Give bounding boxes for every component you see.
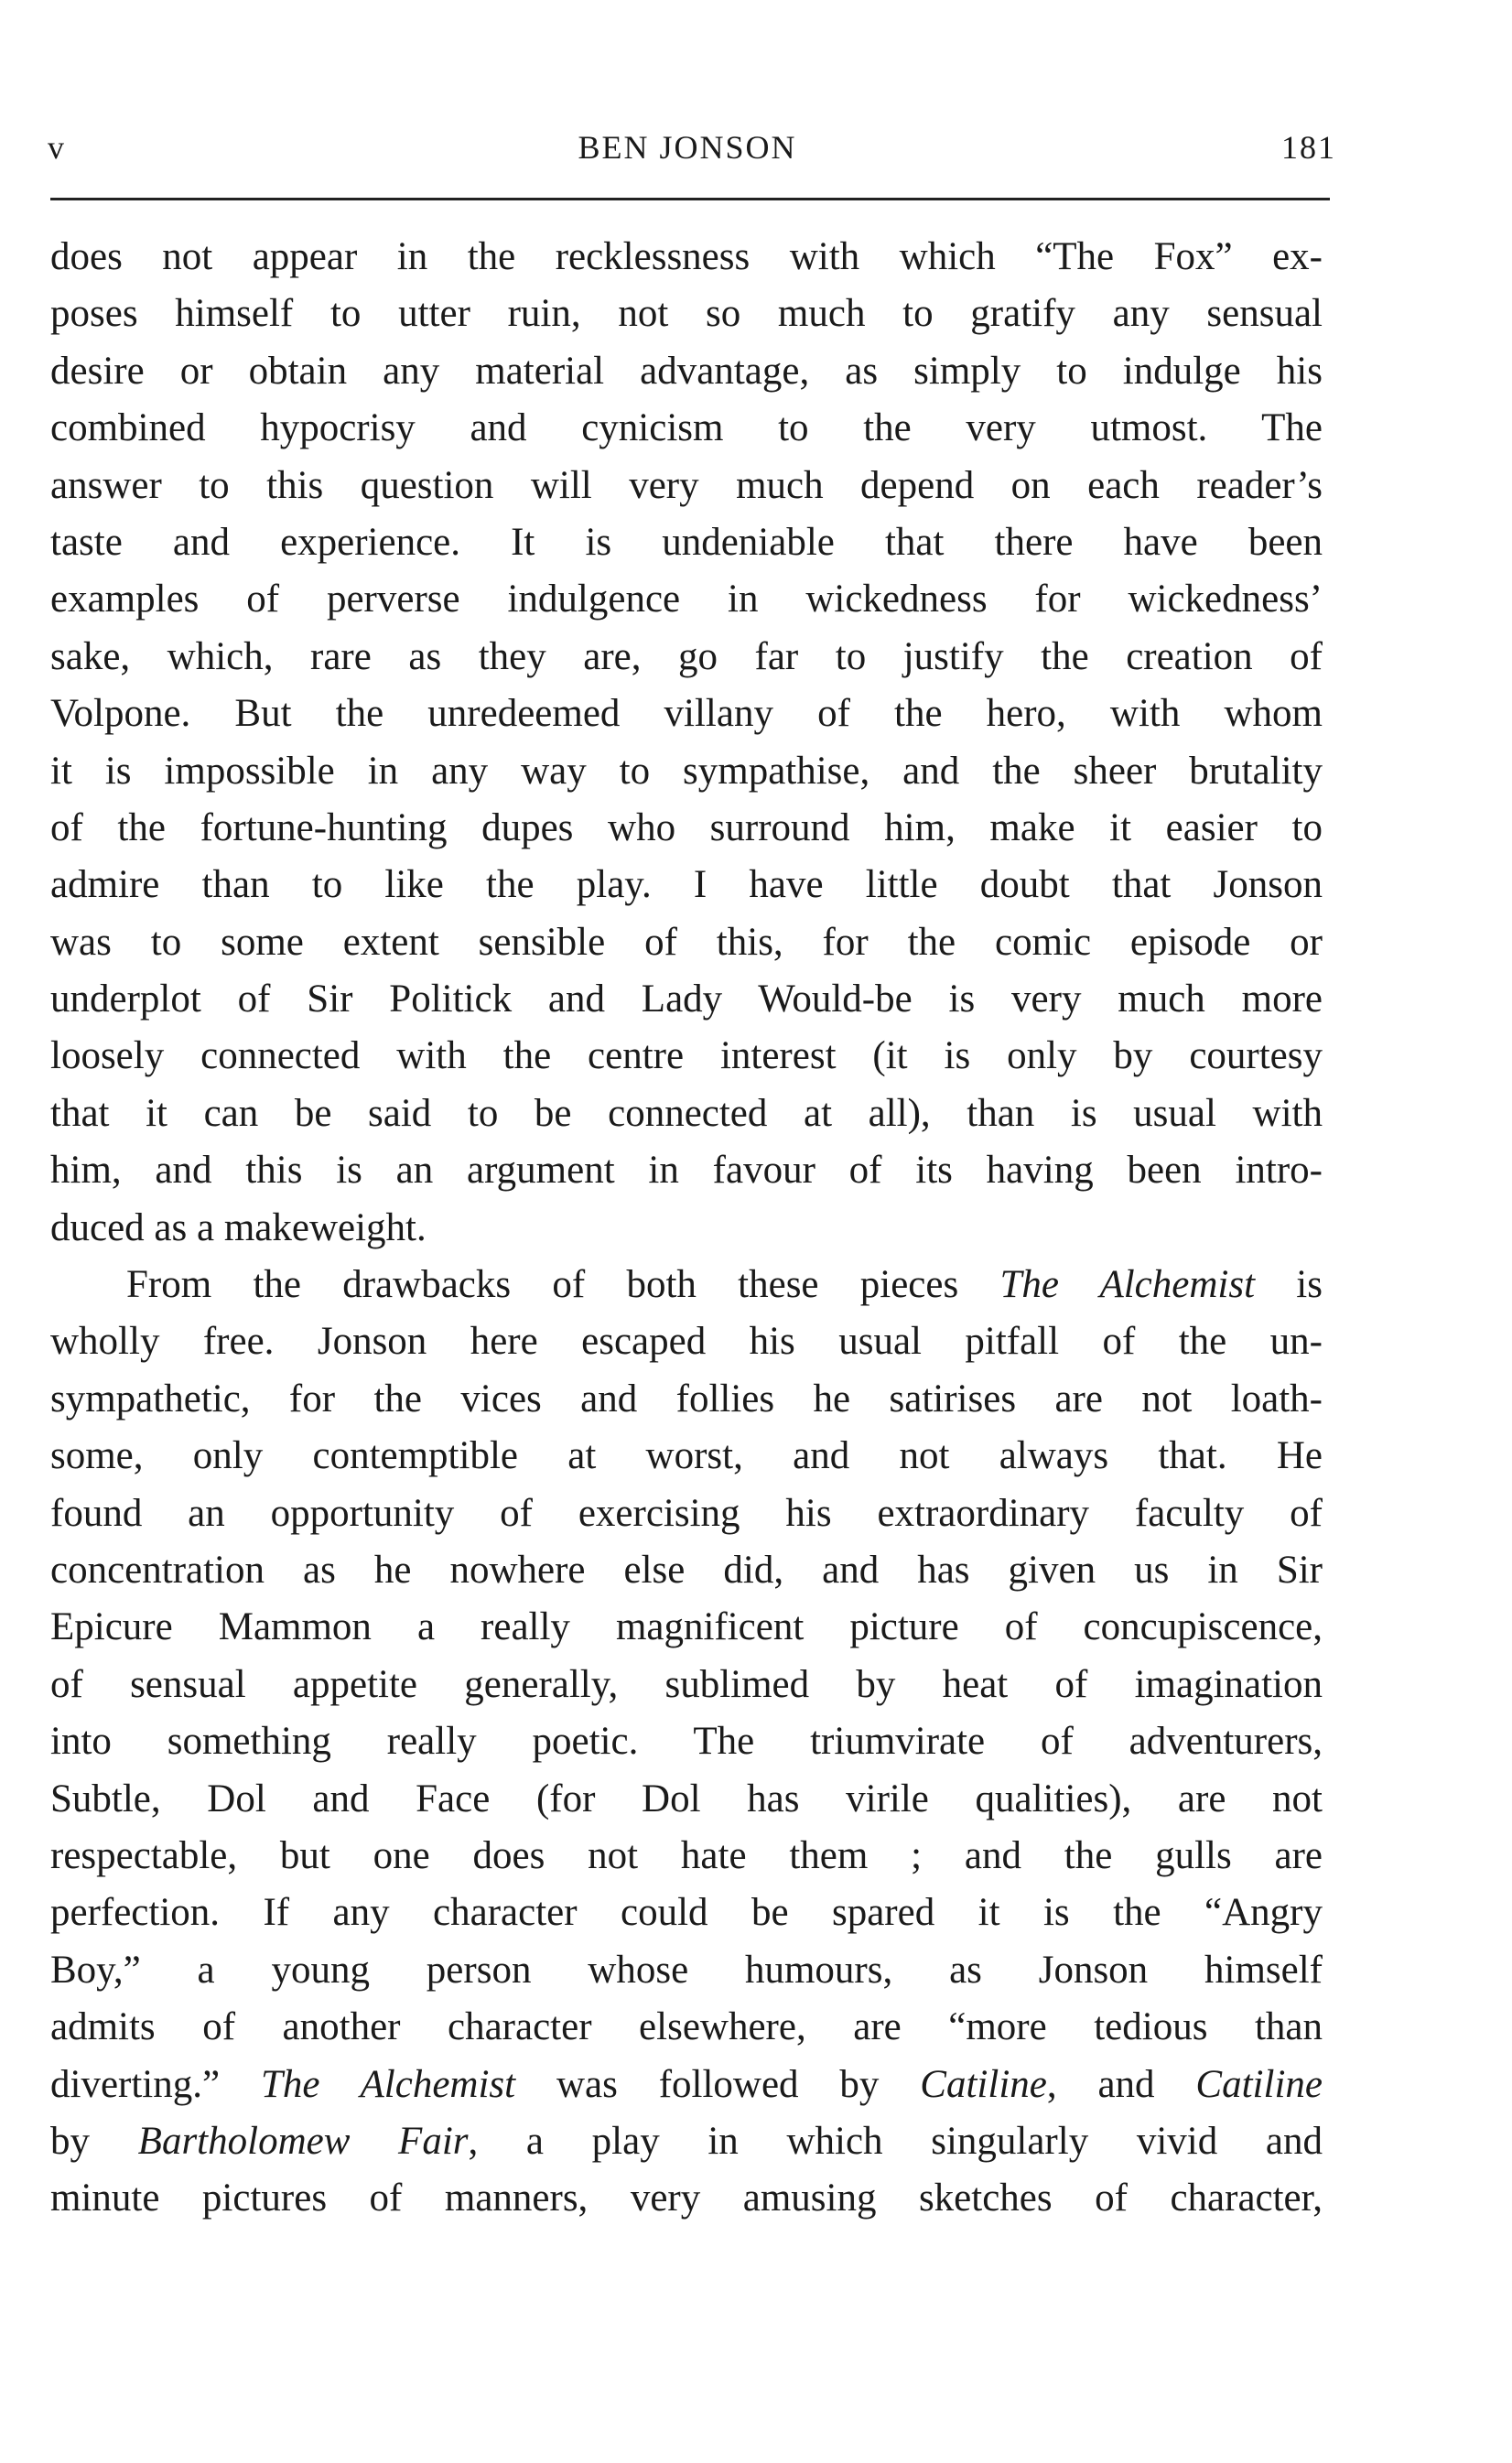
- italic-title: Bartholomew Fair: [137, 2119, 469, 2163]
- text-segment: examples of perverse indulgence in wickedness for wickedness’: [50, 578, 1323, 621]
- header-rule: [50, 198, 1330, 200]
- text-line: [50, 1657, 1323, 1713]
- text-line: [50, 686, 1323, 742]
- text-line: [50, 514, 1323, 571]
- text-line: [50, 1371, 1323, 1428]
- body-text: [50, 229, 1323, 2228]
- text-segment: taste and experience. It is undeniable that there have been: [50, 520, 1323, 564]
- text-segment: was followed by: [515, 2062, 921, 2106]
- italic-title: Catiline: [1195, 2062, 1323, 2106]
- text-segment: Epicure Mammon a really magnificent picture of concupiscence,: [50, 1605, 1323, 1649]
- text-segment: sake, which, rare as they are, go far to justify the creation of: [50, 634, 1323, 678]
- text-line: [50, 1257, 1323, 1313]
- running-title: BEN JONSON: [578, 129, 797, 166]
- text-line: [50, 400, 1323, 457]
- text-segment: perfection. If any character could be spared it is the “Angry: [50, 1891, 1323, 1935]
- text-segment: minute pictures of manners, very amusing sketches of character,: [50, 2177, 1323, 2220]
- text-segment: concentration as he nowhere else did, and has given us in Sir: [50, 1548, 1323, 1592]
- text-line: [50, 1599, 1323, 1656]
- text-segment: admire than to like the play. I have little doubt that Jonson: [50, 863, 1323, 907]
- text-line: [50, 743, 1323, 800]
- text-segment: respectable, but one does not hate them ; and the gulls are: [50, 1833, 1323, 1877]
- italic-title: Catiline: [920, 2062, 1047, 2106]
- text-line: [50, 971, 1323, 1028]
- text-line: [50, 458, 1323, 514]
- text-line: [50, 629, 1323, 686]
- text-segment: it is impossible in any way to sympathise, and the sheer brutality: [50, 749, 1323, 793]
- text-line: [50, 1142, 1323, 1199]
- text-segment: desire or obtain any material advantage, as simply to indulge his: [50, 349, 1323, 393]
- text-line: [50, 1542, 1323, 1599]
- text-line: [50, 1885, 1323, 1941]
- text-segment: , and: [1046, 2062, 1196, 2106]
- text-line: [50, 1313, 1323, 1370]
- text-segment: admits of another character elsewhere, are “more tedious than: [50, 2005, 1323, 2049]
- text-segment: Subtle, Dol and Face (for Dol has virile qualities), are not: [50, 1777, 1323, 1820]
- text-segment: of the fortune-hunting dupes who surround him, make it easier to: [50, 805, 1323, 849]
- text-segment: of sensual appetite generally, sublimed by heat of imagination: [50, 1662, 1323, 1706]
- text-segment: , a play in which singularly vivid and: [468, 2119, 1323, 2163]
- text-line: [50, 1942, 1323, 1999]
- text-line: [50, 2057, 1323, 2113]
- text-line: [50, 1771, 1323, 1828]
- text-line: [50, 914, 1323, 971]
- text-segment: loosely connected with the centre interest (it is only by courtesy: [50, 1034, 1323, 1078]
- text-segment: duced as a makeweight.: [50, 1205, 427, 1249]
- text-segment: that it can be said to be connected at all), than is usual with: [50, 1091, 1323, 1135]
- page-number: 181: [1281, 129, 1336, 166]
- text-line: [50, 229, 1323, 286]
- text-segment: was to some extent sensible of this, for the comic episode or: [50, 920, 1323, 964]
- text-line: [50, 1828, 1323, 1885]
- text-segment: underplot of Sir Politick and Lady Would-be is very much more: [50, 978, 1323, 1021]
- text-segment: wholly free. Jonson here escaped his usual pitfall of the un-: [50, 1320, 1323, 1364]
- text-line: [50, 1028, 1323, 1085]
- text-line: [50, 2170, 1323, 2227]
- text-line: [50, 1086, 1323, 1142]
- text-segment: From the drawbacks of both these pieces: [126, 1263, 1000, 1307]
- text-line: [50, 1485, 1323, 1542]
- italic-title: The Alchemist: [999, 1263, 1256, 1307]
- text-segment: is: [1255, 1263, 1323, 1307]
- text-line: [50, 343, 1323, 400]
- text-line: [50, 1428, 1323, 1485]
- text-line: [50, 571, 1323, 628]
- text-line: [50, 1999, 1323, 2056]
- text-line: [50, 857, 1323, 913]
- text-segment: sympathetic, for the vices and follies he satirises are not loath-: [50, 1377, 1323, 1421]
- text-segment: Boy,” a young person whose humours, as Jonson himself: [50, 1948, 1323, 1992]
- text-segment: diverting.”: [50, 2062, 261, 2106]
- paragraph: [50, 1257, 1323, 2228]
- text-segment: combined hypocrisy and cynicism to the very utmost. The: [50, 406, 1323, 450]
- text-line: [50, 286, 1323, 342]
- text-line: [50, 1200, 1323, 1257]
- text-segment: answer to this question will very much depend on each reader’s: [50, 463, 1323, 507]
- text-segment: some, only contemptible at worst, and not always that. He: [50, 1434, 1323, 1478]
- text-line: [50, 800, 1323, 857]
- text-segment: Volpone. But the unredeemed villany of the hero, with whom: [50, 692, 1323, 736]
- text-segment: found an opportunity of exercising his extraordinary faculty of: [50, 1491, 1323, 1535]
- text-segment: does not appear in the recklessness with which “The Fox” ex-: [50, 235, 1323, 278]
- text-segment: by: [50, 2119, 138, 2163]
- paragraph: [50, 229, 1323, 1257]
- text-line: [50, 2113, 1323, 2170]
- text-segment: poses himself to utter ruin, not so much to gratify any sensual: [50, 292, 1323, 336]
- text-segment: him, and this is an argument in favour of its having been intro-: [50, 1149, 1323, 1193]
- chapter-signature: v: [48, 129, 66, 166]
- text-line: [50, 1713, 1323, 1770]
- italic-title: The Alchemist: [260, 2062, 516, 2106]
- text-segment: into something really poetic. The triumvirate of adventurers,: [50, 1720, 1323, 1764]
